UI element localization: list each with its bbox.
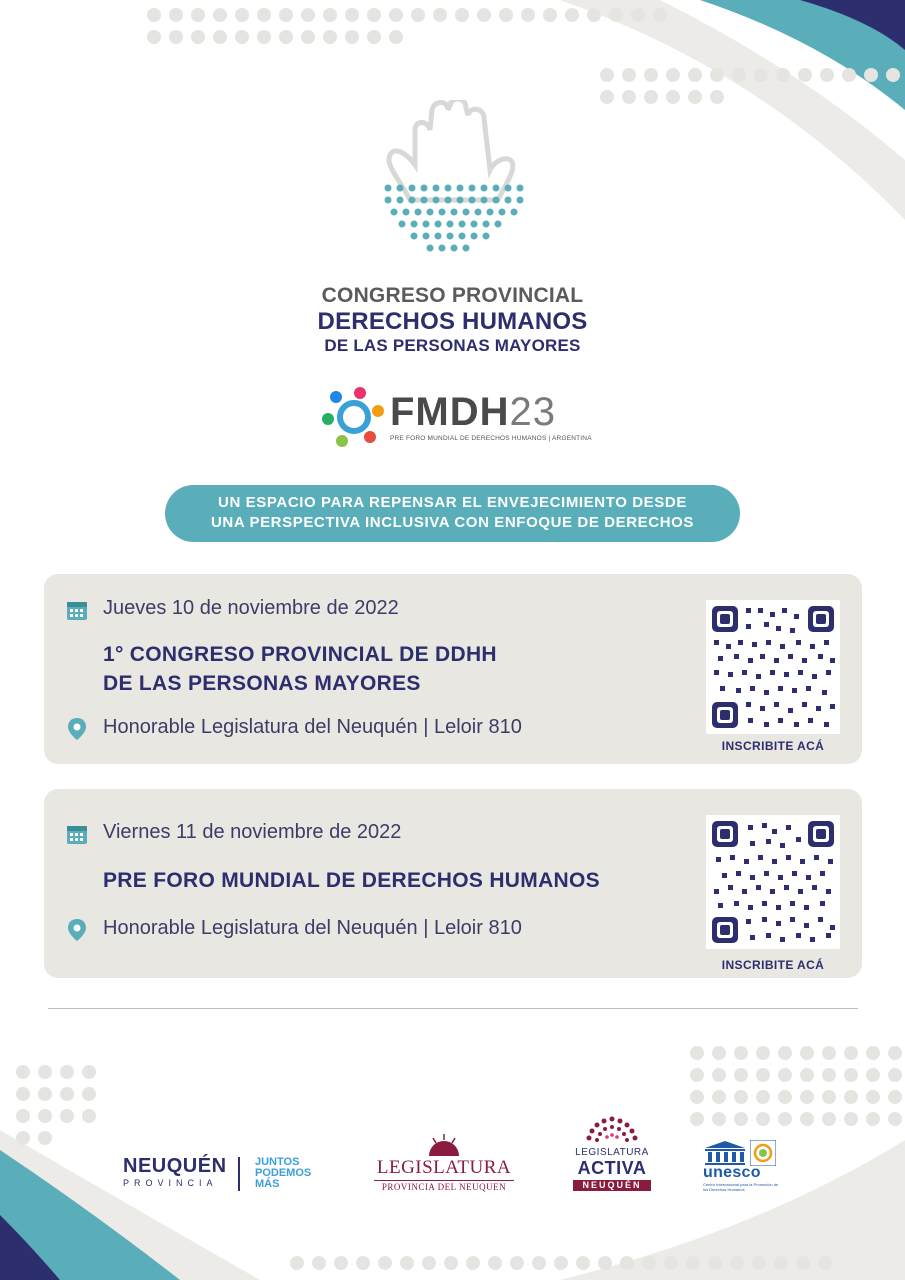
dot-pattern-bottom-strip bbox=[290, 1256, 890, 1270]
dot-pattern-top-right bbox=[600, 68, 900, 104]
title-line-1: CONGRESO PROVINCIAL bbox=[321, 284, 584, 307]
fmdh-number: 23 bbox=[509, 390, 557, 434]
event-1-title-line-1: 1° CONGRESO PROVINCIAL DE DDHH bbox=[103, 643, 497, 666]
hand-logo-icon bbox=[380, 100, 525, 260]
qr-code-icon[interactable] bbox=[706, 600, 840, 734]
divider bbox=[48, 1008, 858, 1009]
fmdh-subtitle: PRE FORO MUNDIAL DE DERECHOS HUMANOS | ARGENTINA bbox=[390, 435, 592, 442]
event-2-qr-label[interactable]: INSCRIBITE ACÁ bbox=[721, 958, 825, 972]
neuquen-slogan bbox=[255, 1157, 311, 1190]
legislatura-activa-emblem-icon bbox=[585, 1115, 639, 1145]
dot-pattern-bottom-right bbox=[690, 1046, 905, 1126]
neuquen-separator bbox=[238, 1157, 240, 1191]
people-circle-logo-icon bbox=[322, 385, 386, 449]
event-1-qr-label[interactable]: INSCRIBITE ACÁ bbox=[721, 739, 825, 753]
tagline-line-2: UNA PERSPECTIVA INCLUSIVA CON ENFOQUE DE DERECHOS bbox=[210, 514, 695, 531]
slogan-line-3: MÁS bbox=[255, 1178, 280, 1190]
title-line-3: DE LAS PERSONAS MAYORES bbox=[324, 336, 581, 355]
activa-line-3: NEUQUÉN bbox=[573, 1180, 651, 1191]
event-2-place: Honorable Legislatura del Neuquén | Leloir 810 bbox=[103, 917, 522, 939]
legislatura-sub: PROVINCIA DEL NEUQUEN bbox=[374, 1180, 514, 1192]
slogan-line-2: PODEMOS bbox=[255, 1167, 312, 1179]
unesco-name: unesco bbox=[703, 1164, 761, 1181]
calendar-icon bbox=[66, 823, 88, 845]
activa-line-2: ACTIVA bbox=[577, 1158, 647, 1178]
legislatura-name: LEGISLATURA bbox=[376, 1157, 512, 1178]
cipdh-logo-icon bbox=[750, 1140, 776, 1166]
slogan-line-1: JUNTOS bbox=[255, 1156, 300, 1168]
tagline-line-1: UN ESPACIO PARA REPENSAR EL ENVEJECIMIENTO DESDE bbox=[218, 494, 687, 511]
location-pin-icon bbox=[67, 918, 87, 942]
neuquen-name: NEUQUÉN bbox=[123, 1155, 227, 1177]
title-line-2: DERECHOS HUMANOS bbox=[317, 308, 588, 335]
event-2-title-line-1: PRE FORO MUNDIAL DE DERECHOS HUMANOS bbox=[103, 869, 600, 892]
location-pin-icon bbox=[67, 717, 87, 741]
activa-line-1: LEGISLATURA bbox=[575, 1147, 649, 1158]
dot-pattern-top bbox=[147, 8, 667, 44]
tagline-pill bbox=[165, 485, 740, 542]
qr-code-icon[interactable] bbox=[706, 815, 840, 949]
event-2-date: Viernes 11 de noviembre de 2022 bbox=[103, 821, 402, 843]
dot-pattern-bottom-left bbox=[16, 1065, 106, 1145]
unesco-sub: Centro Internacional para la Promoción de los Derechos Humanos bbox=[703, 1182, 779, 1192]
neuquen-logo bbox=[123, 1155, 227, 1189]
fmdh-logo-text bbox=[390, 390, 556, 434]
event-1-place: Honorable Legislatura del Neuquén | Leloir 810 bbox=[103, 716, 522, 738]
event-1-title-line-2: DE LAS PERSONAS MAYORES bbox=[103, 672, 421, 695]
calendar-icon bbox=[66, 599, 88, 621]
unesco-temple-icon bbox=[703, 1140, 747, 1166]
legislatura-emblem-icon bbox=[425, 1134, 463, 1156]
fmdh-letters: FMDH bbox=[390, 390, 510, 434]
neuquen-sub: PROVINCIA bbox=[123, 1178, 218, 1188]
event-1-date: Jueves 10 de noviembre de 2022 bbox=[103, 597, 399, 619]
